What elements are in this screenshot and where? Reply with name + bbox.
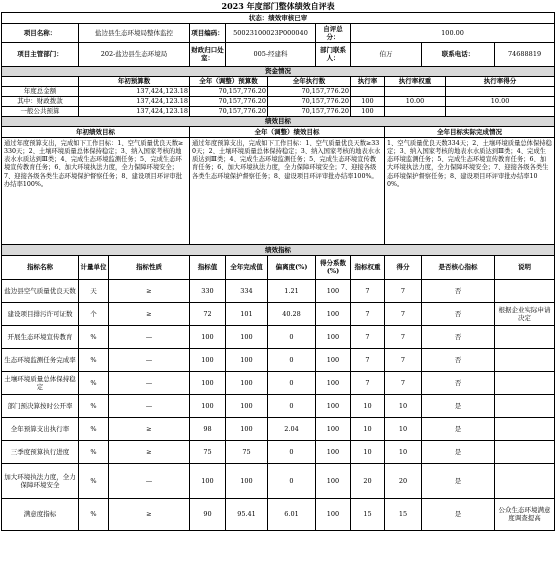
ind-actual: 100: [226, 463, 268, 498]
report-title: 2023 年度部门整体绩效自评表: [221, 0, 335, 11]
ind-deviation: 0: [268, 394, 316, 417]
ind-nature: ≥: [109, 440, 190, 463]
ind-name: 建设项目排污许可证数: [2, 302, 79, 325]
ind-header-actual: 全年完成值: [226, 255, 268, 279]
ind-weight: 7: [351, 302, 385, 325]
ind-note: [495, 348, 555, 371]
ind-note: 公众生态环境满意度调查提高: [495, 498, 555, 530]
ind-target: 100: [190, 348, 226, 371]
ind-score: 7: [385, 371, 422, 394]
ind-note: [495, 417, 555, 440]
project-code-value: 50023100023P000040: [226, 23, 316, 42]
goals-header-actual: 全年目标实际完成情况: [385, 126, 555, 137]
ind-unit: %: [79, 463, 109, 498]
ind-weight: 7: [351, 371, 385, 394]
table-row: [2, 417, 555, 440]
ind-core: 否: [422, 302, 495, 325]
ind-score: 10: [385, 417, 422, 440]
ind-nature: —: [109, 463, 190, 498]
funds-initial: 137,424,123.18: [79, 96, 190, 106]
ind-header-deviation: 偏离度(%): [268, 255, 316, 279]
goals-header-initial: 年初绩效目标: [2, 126, 190, 137]
ind-note: [495, 371, 555, 394]
funds-row-label: 其中：财政拨款: [2, 96, 79, 106]
table-row: [2, 325, 555, 348]
ind-note: [495, 279, 555, 302]
ind-coef: 100: [316, 302, 351, 325]
ind-coef: 100: [316, 440, 351, 463]
finance-value: 005-经建科: [226, 42, 316, 66]
ind-coef: 100: [316, 394, 351, 417]
ind-deviation: 0: [268, 440, 316, 463]
ind-unit: %: [79, 348, 109, 371]
ind-unit: 天: [79, 279, 109, 302]
ind-header-weight: 指标权重: [351, 255, 385, 279]
ind-core: 否: [422, 325, 495, 348]
ind-header-note: 说明: [495, 255, 555, 279]
table-row: [2, 371, 555, 394]
ind-note: [495, 325, 555, 348]
status-row: 状态：绩效审核已审: [2, 12, 555, 23]
ind-core: 否: [422, 279, 495, 302]
ind-coef: 100: [316, 417, 351, 440]
ind-score: 10: [385, 394, 422, 417]
funds-adjusted: 70,157,776.20: [190, 86, 268, 96]
ind-core: 是: [422, 440, 495, 463]
ind-target: 100: [190, 394, 226, 417]
funds-header-blank: [2, 76, 79, 86]
ind-coef: 100: [316, 348, 351, 371]
ind-actual: 100: [226, 371, 268, 394]
ind-name: 全年预算支出执行率: [2, 417, 79, 440]
ind-deviation: 0: [268, 325, 316, 348]
ind-unit: %: [79, 417, 109, 440]
ind-core: 否: [422, 371, 495, 394]
ind-weight: 15: [351, 498, 385, 530]
ind-target: 100: [190, 325, 226, 348]
ind-score: 7: [385, 325, 422, 348]
table-row: [2, 279, 555, 302]
ind-actual: 75: [226, 440, 268, 463]
ind-unit: %: [79, 325, 109, 348]
funds-row: [2, 96, 555, 106]
ind-weight: 10: [351, 440, 385, 463]
ind-deviation: 0: [268, 348, 316, 371]
goal-initial-text: 通过年度预算支出，完成如下工作目标：1、空气质量优良天数≥330天；2、土壤环境质量总体保持稳定；3、纳入国家考核的地表水水质达到Ⅲ类；4、完成生态环境监测任务；5、完成生态环境宣传教育任务；6、加大环境执法力度，全力保障环境安全；7、迎接各级各类生态环境保护督察任务；8、建设项目环评审批办结率100%。: [2, 137, 190, 244]
ind-header-nature: 指标性质: [109, 255, 190, 279]
dept-value: 202-盐边县生态环境局: [79, 42, 190, 66]
dept-label: 项目主管部门：: [2, 42, 79, 66]
ind-weight: 20: [351, 463, 385, 498]
ind-core: 是: [422, 498, 495, 530]
ind-name: 盐边县空气质量优良天数: [2, 279, 79, 302]
ind-note: [495, 440, 555, 463]
ind-actual: 95.41: [226, 498, 268, 530]
ind-unit: %: [79, 394, 109, 417]
ind-target: 90: [190, 498, 226, 530]
funds-row: [2, 106, 555, 116]
funds-executed: 70,157,776.20: [268, 106, 351, 116]
ind-score: 10: [385, 440, 422, 463]
funds-rate-weight: [385, 86, 446, 96]
funds-executed: 70,157,776.20: [268, 96, 351, 106]
ind-header-unit: 计量单位: [79, 255, 109, 279]
ind-weight: 7: [351, 325, 385, 348]
contact-label: 部门联系人：: [316, 42, 351, 66]
ind-actual: 100: [226, 394, 268, 417]
ind-header-core: 是否核心指标: [422, 255, 495, 279]
evaluation-table: [1, 0, 555, 531]
ind-nature: ≥: [109, 302, 190, 325]
funds-adjusted: 70,157,776.20: [190, 106, 268, 116]
ind-nature: —: [109, 348, 190, 371]
ind-coef: 100: [316, 371, 351, 394]
ind-coef: 100: [316, 498, 351, 530]
self-score-value: 100.00: [351, 23, 555, 42]
goals-section-header: 绩效目标: [2, 116, 555, 126]
ind-coef: 100: [316, 279, 351, 302]
ind-target: 75: [190, 440, 226, 463]
ind-header-score: 得分: [385, 255, 422, 279]
ind-score: 7: [385, 348, 422, 371]
project-name-value: 盐边县生态环境局整体监控: [79, 23, 190, 42]
contact-value: 伯万: [351, 42, 422, 66]
ind-nature: ≥: [109, 417, 190, 440]
funds-adjusted: 70,157,776.20: [190, 96, 268, 106]
ind-name: 加大环境执法力度，全力保障环境安全: [2, 463, 79, 498]
ind-core: 是: [422, 463, 495, 498]
funds-initial: 137,424,123.18: [79, 106, 190, 116]
funds-rate-weight: 10.00: [385, 96, 446, 106]
ind-name: 满意度指标: [2, 498, 79, 530]
ind-actual: 100: [226, 325, 268, 348]
ind-name: 部门预决算按时公开率: [2, 394, 79, 417]
ind-header-name: 指标名称: [2, 255, 79, 279]
ind-weight: 10: [351, 417, 385, 440]
ind-note: [495, 394, 555, 417]
ind-actual: 101: [226, 302, 268, 325]
indicators-section-header: 绩效指标: [2, 244, 555, 255]
goal-actual-text: 1、空气质量优良天数334天；2、土壤环境质量总体保持稳定；3、纳入国家考核的地表水水质达到Ⅲ类；4、完成生态环境监测任务；5、完成生态环境宣传教育任务；6、加大环境执法力度，全力保障环境安全；7、迎接各级各类生态环境保护督察任务；8、建设项目环评审批办结率100%。: [385, 137, 555, 244]
funds-header-executed: 全年执行数: [268, 76, 351, 86]
ind-unit: %: [79, 371, 109, 394]
goals-header-adjusted: 全年（调整）绩效目标: [190, 126, 385, 137]
self-score-label: 自评总分：: [316, 23, 351, 42]
ind-header-target: 指标值: [190, 255, 226, 279]
ind-deviation: 1.21: [268, 279, 316, 302]
ind-nature: ≥: [109, 498, 190, 530]
funds-header-rate-score: 执行率得分: [446, 76, 555, 86]
ind-name: 土壤环境质量总体保持稳定: [2, 371, 79, 394]
funds-rate-score: [446, 106, 555, 116]
ind-name: 生态环境监测任务完成率: [2, 348, 79, 371]
ind-target: 72: [190, 302, 226, 325]
funds-header-initial: 年初预算数: [79, 76, 190, 86]
ind-coef: 100: [316, 325, 351, 348]
funds-rate-weight: [385, 106, 446, 116]
ind-deviation: 6.01: [268, 498, 316, 530]
funds-rate: [351, 86, 385, 96]
phone-value: 74688819: [495, 42, 555, 66]
ind-unit: %: [79, 498, 109, 530]
ind-target: 100: [190, 463, 226, 498]
ind-actual: 334: [226, 279, 268, 302]
ind-score: 15: [385, 498, 422, 530]
funds-rate: 100: [351, 106, 385, 116]
ind-header-coef: 得分系数(%): [316, 255, 351, 279]
goal-adjusted-text: 通过年度预算支出，完成如下工作目标：1、空气质量优良天数≥330天；2、土壤环境质量总体保持稳定；3、纳入国家考核的地表水水质达到Ⅲ类；4、完成生态环境监测任务；5、完成生态环境宣传教育任务；6、加大环境执法力度，全力保障环境安全；7、迎接各级各类生态环境保护督察任务；8、建设项目环评审批办结率100%。: [190, 137, 385, 244]
ind-deviation: 2.04: [268, 417, 316, 440]
ind-deviation: 40.28: [268, 302, 316, 325]
ind-note: [495, 463, 555, 498]
funds-header-rate: 执行率: [351, 76, 385, 86]
funds-rate-score: 10.00: [446, 96, 555, 106]
finance-label: 财政归口处室：: [190, 42, 226, 66]
funds-initial: 137,424,123.18: [79, 86, 190, 96]
ind-score: 20: [385, 463, 422, 498]
ind-weight: 7: [351, 279, 385, 302]
ind-target: 100: [190, 371, 226, 394]
project-code-label: 项目编码：: [190, 23, 226, 42]
ind-coef: 100: [316, 463, 351, 498]
funds-row-label: 一般公共预算: [2, 106, 79, 116]
ind-unit: 个: [79, 302, 109, 325]
ind-nature: ≥: [109, 279, 190, 302]
phone-label: 联系电话：: [422, 42, 495, 66]
ind-score: 7: [385, 302, 422, 325]
ind-core: 是: [422, 394, 495, 417]
table-row: [2, 463, 555, 498]
table-row: [2, 348, 555, 371]
ind-core: 是: [422, 417, 495, 440]
ind-name: 开展生态环境宣传教育: [2, 325, 79, 348]
project-name-label: 项目名称：: [2, 23, 79, 42]
ind-weight: 10: [351, 394, 385, 417]
ind-weight: 7: [351, 348, 385, 371]
funds-rate-score: [446, 86, 555, 96]
ind-nature: —: [109, 371, 190, 394]
funds-rate: 100: [351, 96, 385, 106]
ind-note: 根据企业实际申请决定: [495, 302, 555, 325]
ind-core: 否: [422, 348, 495, 371]
ind-target: 330: [190, 279, 226, 302]
funds-header-adjusted: 全年（调整）预算数: [190, 76, 268, 86]
ind-name: 三季度预算执行进度: [2, 440, 79, 463]
funds-executed: 70,157,776.20: [268, 86, 351, 96]
ind-unit: %: [79, 440, 109, 463]
ind-actual: 100: [226, 417, 268, 440]
ind-target: 98: [190, 417, 226, 440]
ind-deviation: 0: [268, 463, 316, 498]
ind-nature: —: [109, 325, 190, 348]
funds-row: [2, 86, 555, 96]
funds-section-header: 资金情况: [2, 66, 555, 76]
ind-score: 7: [385, 279, 422, 302]
table-row: [2, 498, 555, 530]
table-row: [2, 440, 555, 463]
table-row: [2, 394, 555, 417]
ind-deviation: 0: [268, 371, 316, 394]
table-row: [2, 302, 555, 325]
funds-header-rate-weight: 执行率权重: [385, 76, 446, 86]
ind-nature: —: [109, 394, 190, 417]
ind-actual: 100: [226, 348, 268, 371]
funds-row-label: 年度总金额: [2, 86, 79, 96]
